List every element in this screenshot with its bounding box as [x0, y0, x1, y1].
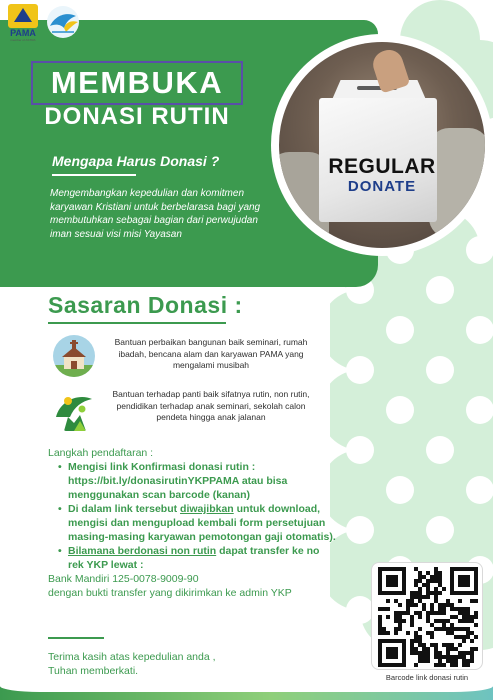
bank-account: Bank Mandiri 125-0078-9009-90 [48, 573, 199, 585]
pama-logo-text: PAMA [10, 28, 36, 38]
registration-steps [48, 446, 338, 600]
title-line-2: DONASI RUTIN [44, 103, 230, 130]
title-line-1: MEMBUKA [50, 65, 224, 100]
sasaran-item [100, 389, 322, 424]
church-icon [53, 335, 95, 377]
step-2-prefix: Di dalam link tersebut [68, 503, 181, 515]
qr-code-icon [376, 567, 480, 667]
step-item [58, 544, 338, 572]
bank-note: dengan bukti transfer yang dikirimkan ke admin YKP [48, 587, 292, 599]
footer-divider [48, 637, 104, 639]
why-donate-heading: Mengapa Harus Donasi ? [52, 153, 220, 169]
sasaran-item-text: Bantuan perbaikan bangunan baik seminari, rumah ibadah, bencana alam dan karyawan PAMA yang mengalami musibah [114, 337, 308, 370]
step-2-suffix: untuk download, mengisi dan mengupload kembali form persetujuan masing-masing karyawan pemotongan gaji otomatis). [68, 503, 336, 543]
step-3-underlined: Bilamana berdonasi non rutin [68, 545, 217, 557]
sasaran-item-text: Bantuan terhadap panti baik sifatnya rutin, non rutin, pendidikan terhadap anak seminari, sekolah calon pendeta hingga anak jalanan [112, 389, 310, 422]
sasaran-divider [48, 322, 226, 324]
regular-label: REGULAR [328, 155, 436, 178]
qr-caption: Barcode link donasi rutin [385, 673, 469, 682]
pama-logo-subtext: member of ASTRA [10, 38, 36, 42]
thanks-text [48, 650, 216, 678]
pama-logo [6, 4, 40, 44]
step-3-suffix: dapat transfer ke no rek YKP lewat : [68, 545, 320, 571]
thanks-line-2: Tuhan memberkati. [48, 665, 139, 677]
step-2-underlined: diwajibkan [180, 503, 234, 515]
pama-mark-icon [8, 4, 38, 28]
steps-list [58, 460, 338, 572]
donation-box-photo [279, 42, 485, 248]
sasaran-item [100, 337, 322, 372]
dove-logo-icon [44, 4, 82, 40]
steps-heading: Langkah pendaftaran : [48, 447, 154, 459]
bottom-curve [0, 686, 493, 692]
mission-text: Mengembangkan kepedulian dan komitmen karyawan Kristiani untuk berbelarasa bagi yang membutuhkan sebagai bagian dari perwujudan iman sesuai visi misi Yayasan [50, 188, 261, 240]
thanks-line-1: Terima kasih atas kepedulian anda , [48, 651, 216, 663]
sasaran-heading: Sasaran Donasi : [48, 292, 243, 318]
step-item [58, 460, 338, 502]
qr-code[interactable] [371, 562, 483, 670]
donate-label: DONATE [347, 178, 417, 195]
step-1-text: Mengisi link Konfirmasi donasi rutin : https://bit.ly/donasirutinYKPPAMA atau bisa menggunakan scan barcode (kanan) [68, 461, 288, 501]
step-item [58, 502, 338, 544]
subheading-divider [52, 174, 136, 176]
community-icon [52, 387, 98, 433]
